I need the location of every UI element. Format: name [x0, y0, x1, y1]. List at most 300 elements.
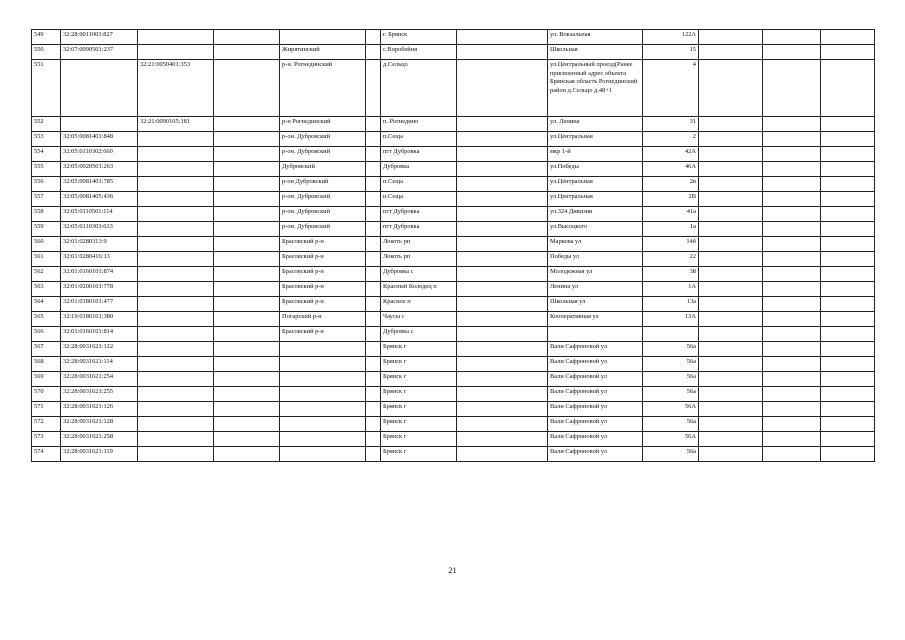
locality-cell: Дубровка — [381, 162, 457, 177]
blank-cell — [214, 132, 280, 147]
blank-cell — [699, 267, 763, 282]
district-cell: Жирятинский — [280, 45, 366, 60]
blank-cell — [821, 60, 875, 117]
table-row — [32, 282, 875, 297]
blank-cell — [821, 387, 875, 402]
cadastral-number-cell: 32:05:0081401:848 — [61, 132, 138, 147]
blank-cell — [763, 162, 821, 177]
blank-cell — [821, 402, 875, 417]
street-cell: ул.Центральная — [548, 132, 643, 147]
house-number-cell: 31 — [643, 117, 699, 132]
row-number-cell: 572 — [32, 417, 61, 432]
blank-cell — [763, 327, 821, 342]
house-number-cell: 4 — [643, 60, 699, 117]
row-number-cell: 557 — [32, 192, 61, 207]
district-cell: Брасовский р-н — [280, 327, 366, 342]
street-cell: ул.Победы — [548, 162, 643, 177]
district-cell — [280, 372, 366, 387]
blank-cell — [821, 312, 875, 327]
district-cell: р-он. Дубровский — [280, 192, 366, 207]
blank-cell — [821, 222, 875, 237]
blank-cell — [366, 312, 381, 327]
blank-cell — [366, 252, 381, 267]
cadastral-number-cell — [61, 117, 138, 132]
blank-cell — [699, 132, 763, 147]
blank-cell — [763, 447, 821, 462]
row-number-cell: 574 — [32, 447, 61, 462]
street-cell: ул.324 Дивизии — [548, 207, 643, 222]
blank-cell — [763, 222, 821, 237]
blank-cell — [821, 207, 875, 222]
house-number-cell: 56А — [643, 402, 699, 417]
cadastral-number-2-cell — [138, 282, 214, 297]
blank-cell — [366, 117, 381, 132]
table-row — [32, 162, 875, 177]
blank-cell — [214, 387, 280, 402]
blank-cell — [366, 432, 381, 447]
blank-cell — [366, 282, 381, 297]
cadastral-number-2-cell — [138, 30, 214, 45]
cadastral-number-cell: 32:05:0020501:263 — [61, 162, 138, 177]
locality-cell: Брянск г — [381, 372, 457, 387]
blank-cell — [214, 177, 280, 192]
blank-cell — [366, 357, 381, 372]
row-number-cell: 556 — [32, 177, 61, 192]
blank-cell — [821, 252, 875, 267]
blank-cell — [821, 282, 875, 297]
blank-cell — [366, 30, 381, 45]
house-number-cell: 46А — [643, 162, 699, 177]
blank-cell — [763, 192, 821, 207]
blank-cell — [763, 207, 821, 222]
blank-cell — [763, 30, 821, 45]
row-number-cell: 571 — [32, 402, 61, 417]
cadastral-number-2-cell — [138, 297, 214, 312]
blank-cell — [821, 432, 875, 447]
locality-cell: Дубровка с — [381, 267, 457, 282]
house-number-cell: 2В — [643, 192, 699, 207]
cadastral-number-2-cell — [138, 327, 214, 342]
cadastral-number-cell: 32:19:0180101:380 — [61, 312, 138, 327]
table-row — [32, 312, 875, 327]
blank-cell — [821, 132, 875, 147]
cadastral-number-cell: 32:28:0011003:827 — [61, 30, 138, 45]
blank-cell — [366, 147, 381, 162]
blank-cell — [214, 162, 280, 177]
blank-cell — [699, 192, 763, 207]
blank-cell — [366, 327, 381, 342]
blank-cell — [457, 162, 548, 177]
row-number-cell: 568 — [32, 357, 61, 372]
blank-cell — [366, 447, 381, 462]
district-cell: р-н Рогнединский — [280, 117, 366, 132]
blank-cell — [366, 162, 381, 177]
house-number-cell: 13А — [643, 312, 699, 327]
blank-cell — [457, 207, 548, 222]
district-cell: Брасовский р-н — [280, 267, 366, 282]
blank-cell — [457, 132, 548, 147]
blank-cell — [457, 282, 548, 297]
street-cell: Вали Сафроновой ул — [548, 417, 643, 432]
cadastral-number-cell: 32:28:0031621:258 — [61, 432, 138, 447]
locality-cell: Брянск г — [381, 387, 457, 402]
cadastral-number-cell: 32:05:0110303:633 — [61, 222, 138, 237]
cadastral-number-cell: 32:05:0081405:436 — [61, 192, 138, 207]
house-number-cell: 2 — [643, 132, 699, 147]
blank-cell — [214, 417, 280, 432]
locality-cell: пгт Дубровка — [381, 222, 457, 237]
blank-cell — [699, 432, 763, 447]
cadastral-number-2-cell — [138, 45, 214, 60]
blank-cell — [214, 117, 280, 132]
street-cell: ул. Ленина — [548, 117, 643, 132]
house-number-cell: 38 — [643, 267, 699, 282]
table-row — [32, 297, 875, 312]
blank-cell — [366, 192, 381, 207]
locality-cell: Брянск г — [381, 357, 457, 372]
blank-cell — [214, 402, 280, 417]
blank-cell — [214, 237, 280, 252]
blank-cell — [763, 282, 821, 297]
blank-cell — [699, 222, 763, 237]
blank-cell — [821, 237, 875, 252]
blank-cell — [763, 372, 821, 387]
blank-cell — [699, 447, 763, 462]
house-number-cell: 13а — [643, 297, 699, 312]
locality-cell: д.Сельцо — [381, 60, 457, 117]
cadastral-number-cell: 32:01:0200101:778 — [61, 282, 138, 297]
locality-cell: Красный Колодец п — [381, 282, 457, 297]
house-number-cell: 56а — [643, 372, 699, 387]
cadastral-number-cell: 32:05:0081401:785 — [61, 177, 138, 192]
blank-cell — [763, 402, 821, 417]
row-number-cell: 569 — [32, 372, 61, 387]
house-number-cell: 56а — [643, 387, 699, 402]
district-cell — [280, 387, 366, 402]
blank-cell — [457, 177, 548, 192]
blank-cell — [763, 357, 821, 372]
blank-cell — [763, 417, 821, 432]
street-cell: Ленина ул — [548, 282, 643, 297]
register-table — [31, 29, 875, 462]
locality-cell: п.Сеща — [381, 177, 457, 192]
blank-cell — [214, 207, 280, 222]
table-row — [32, 117, 875, 132]
table-row — [32, 30, 875, 45]
blank-cell — [821, 357, 875, 372]
blank-cell — [366, 177, 381, 192]
blank-cell — [366, 237, 381, 252]
row-number-cell: 558 — [32, 207, 61, 222]
street-cell: ул.Высоцкого — [548, 222, 643, 237]
cadastral-number-2-cell — [138, 267, 214, 282]
blank-cell — [457, 342, 548, 357]
blank-cell — [457, 372, 548, 387]
district-cell: р-он. Дубровский — [280, 207, 366, 222]
table-row — [32, 387, 875, 402]
cadastral-number-2-cell — [138, 372, 214, 387]
street-cell: ул.Центральная — [548, 192, 643, 207]
blank-cell — [699, 387, 763, 402]
blank-cell — [457, 30, 548, 45]
table-row — [32, 447, 875, 462]
house-number-cell: 56а — [643, 417, 699, 432]
blank-cell — [699, 237, 763, 252]
row-number-cell: 566 — [32, 327, 61, 342]
blank-cell — [821, 267, 875, 282]
blank-cell — [457, 417, 548, 432]
table-row — [32, 357, 875, 372]
cadastral-number-cell: 32:28:0031621:114 — [61, 357, 138, 372]
cadastral-number-2-cell — [138, 342, 214, 357]
cadastral-number-2-cell — [138, 237, 214, 252]
district-cell: р-он. Дубровский — [280, 132, 366, 147]
blank-cell — [366, 342, 381, 357]
row-number-cell: 554 — [32, 147, 61, 162]
blank-cell — [214, 297, 280, 312]
district-cell — [280, 342, 366, 357]
house-number-cell — [643, 327, 699, 342]
house-number-cell: 56а — [643, 342, 699, 357]
locality-cell: Брянск г — [381, 447, 457, 462]
locality-cell: с.Воробейня — [381, 45, 457, 60]
blank-cell — [214, 372, 280, 387]
cadastral-number-2-cell — [138, 447, 214, 462]
cadastral-number-2-cell: 32:21:0090105:181 — [138, 117, 214, 132]
table-row — [32, 237, 875, 252]
street-cell: Маркова ул — [548, 237, 643, 252]
district-cell: Брасовский р-н — [280, 282, 366, 297]
blank-cell — [763, 147, 821, 162]
district-cell — [280, 357, 366, 372]
blank-cell — [763, 117, 821, 132]
district-cell: р-н. Рогнединский — [280, 60, 366, 117]
district-cell — [280, 447, 366, 462]
table-row — [32, 192, 875, 207]
row-number-cell: 549 — [32, 30, 61, 45]
row-number-cell: 559 — [32, 222, 61, 237]
blank-cell — [457, 147, 548, 162]
locality-cell: пгт Дубровка — [381, 207, 457, 222]
street-cell: Школьная ул — [548, 297, 643, 312]
street-cell: Вали Сафроновой ул — [548, 357, 643, 372]
blank-cell — [763, 252, 821, 267]
street-cell: ул.Центральная — [548, 177, 643, 192]
row-number-cell: 550 — [32, 45, 61, 60]
blank-cell — [457, 60, 548, 117]
blank-cell — [699, 342, 763, 357]
house-number-cell: 1а — [643, 222, 699, 237]
table-row — [32, 372, 875, 387]
table-row — [32, 252, 875, 267]
blank-cell — [821, 327, 875, 342]
blank-cell — [366, 387, 381, 402]
blank-cell — [214, 357, 280, 372]
blank-cell — [821, 192, 875, 207]
cadastral-number-cell: 32:01:0280313:9 — [61, 237, 138, 252]
page-number: 21 — [448, 565, 457, 575]
blank-cell — [457, 432, 548, 447]
table-row — [32, 417, 875, 432]
blank-cell — [763, 342, 821, 357]
blank-cell — [214, 267, 280, 282]
blank-cell — [821, 117, 875, 132]
blank-cell — [699, 30, 763, 45]
street-cell: Вали Сафроновой ул — [548, 447, 643, 462]
blank-cell — [699, 117, 763, 132]
blank-cell — [214, 312, 280, 327]
locality-cell: г. Брянск — [381, 30, 457, 45]
cadastral-number-2-cell — [138, 417, 214, 432]
cadastral-number-2-cell — [138, 402, 214, 417]
blank-cell — [763, 387, 821, 402]
blank-cell — [699, 162, 763, 177]
blank-cell — [699, 60, 763, 117]
blank-cell — [763, 267, 821, 282]
blank-cell — [821, 297, 875, 312]
district-cell: Дубровский — [280, 162, 366, 177]
blank-cell — [763, 297, 821, 312]
cadastral-number-cell: 32:28:0031621:255 — [61, 387, 138, 402]
blank-cell — [763, 45, 821, 60]
cadastral-number-2-cell — [138, 132, 214, 147]
locality-cell: Брянск г — [381, 342, 457, 357]
district-cell: Брасовский р-н — [280, 297, 366, 312]
cadastral-number-2-cell — [138, 312, 214, 327]
locality-cell: Чаусы с — [381, 312, 457, 327]
blank-cell — [763, 177, 821, 192]
table-row — [32, 402, 875, 417]
street-cell: ул.Центральный проезд(Ранее присвоенный адрес объекта Брянская область Рогнединский район д.Сельцо д.48+1 — [548, 60, 643, 117]
row-number-cell: 562 — [32, 267, 61, 282]
cadastral-number-cell: 32:28:0031621:122 — [61, 342, 138, 357]
blank-cell — [699, 372, 763, 387]
blank-cell — [699, 402, 763, 417]
blank-cell — [214, 60, 280, 117]
locality-cell: Брянск г — [381, 402, 457, 417]
house-number-cell: 56а — [643, 357, 699, 372]
street-cell: мкр 1-й — [548, 147, 643, 162]
blank-cell — [821, 30, 875, 45]
cadastral-number-2-cell — [138, 162, 214, 177]
table-row — [32, 132, 875, 147]
blank-cell — [366, 132, 381, 147]
row-number-cell: 567 — [32, 342, 61, 357]
cadastral-number-2-cell: 32:21:0050401:353 — [138, 60, 214, 117]
blank-cell — [699, 207, 763, 222]
locality-cell: Локоть рп — [381, 252, 457, 267]
blank-cell — [821, 162, 875, 177]
locality-cell: Дубровка с — [381, 327, 457, 342]
blank-cell — [457, 402, 548, 417]
row-number-cell: 565 — [32, 312, 61, 327]
street-cell: Вали Сафроновой ул — [548, 402, 643, 417]
blank-cell — [699, 417, 763, 432]
street-cell: ул. Вокзальная — [548, 30, 643, 45]
row-number-cell: 555 — [32, 162, 61, 177]
cadastral-number-cell: 32:05:0110501:114 — [61, 207, 138, 222]
cadastral-number-cell: 32:01:0160101:874 — [61, 267, 138, 282]
blank-cell — [214, 282, 280, 297]
street-cell — [548, 327, 643, 342]
cadastral-number-cell: 32:28:0031621:254 — [61, 372, 138, 387]
district-cell: Погарский р-н — [280, 312, 366, 327]
table-row — [32, 207, 875, 222]
blank-cell — [457, 237, 548, 252]
row-number-cell: 564 — [32, 297, 61, 312]
table-row — [32, 60, 875, 117]
table-row — [32, 45, 875, 60]
district-cell — [280, 402, 366, 417]
table-row — [32, 432, 875, 447]
row-number-cell: 553 — [32, 132, 61, 147]
blank-cell — [763, 60, 821, 117]
blank-cell — [821, 45, 875, 60]
street-cell: Победы ул — [548, 252, 643, 267]
locality-cell: Брянск г — [381, 432, 457, 447]
blank-cell — [457, 45, 548, 60]
district-cell: р-он Дубровский — [280, 177, 366, 192]
blank-cell — [821, 147, 875, 162]
locality-cell: Локоть рп — [381, 237, 457, 252]
cadastral-number-2-cell — [138, 177, 214, 192]
blank-cell — [214, 147, 280, 162]
district-cell — [280, 30, 366, 45]
cadastral-number-cell: 32:28:0031621:119 — [61, 447, 138, 462]
locality-cell: п.Сеща — [381, 132, 457, 147]
blank-cell — [214, 447, 280, 462]
cadastral-number-cell: 32:05:0110302:660 — [61, 147, 138, 162]
blank-cell — [821, 342, 875, 357]
blank-cell — [366, 417, 381, 432]
row-number-cell: 560 — [32, 237, 61, 252]
blank-cell — [457, 192, 548, 207]
house-number-cell: 15 — [643, 45, 699, 60]
blank-cell — [457, 312, 548, 327]
district-cell: р-он. Дубровский — [280, 222, 366, 237]
cadastral-number-cell: 32:07:0090501:237 — [61, 45, 138, 60]
house-number-cell: 56А — [643, 432, 699, 447]
blank-cell — [699, 297, 763, 312]
street-cell: Вали Сафроновой ул — [548, 387, 643, 402]
cadastral-number-2-cell — [138, 252, 214, 267]
cadastral-number-cell: 32:28:0031621:128 — [61, 417, 138, 432]
cadastral-number-cell: 32:01:0280416:13 — [61, 252, 138, 267]
blank-cell — [457, 387, 548, 402]
blank-cell — [699, 252, 763, 267]
district-cell: Брасовский р-н — [280, 252, 366, 267]
cadastral-number-cell: 32:01:0160101:814 — [61, 327, 138, 342]
blank-cell — [214, 45, 280, 60]
locality-cell: Красное п — [381, 297, 457, 312]
row-number-cell: 552 — [32, 117, 61, 132]
street-cell: Школьная — [548, 45, 643, 60]
row-number-cell: 561 — [32, 252, 61, 267]
blank-cell — [699, 177, 763, 192]
district-cell — [280, 432, 366, 447]
blank-cell — [699, 282, 763, 297]
house-number-cell: 56а — [643, 447, 699, 462]
blank-cell — [366, 207, 381, 222]
blank-cell — [457, 252, 548, 267]
house-number-cell: 2в — [643, 177, 699, 192]
cadastral-number-2-cell — [138, 207, 214, 222]
blank-cell — [366, 222, 381, 237]
district-cell: р-он. Дубровский — [280, 147, 366, 162]
blank-cell — [457, 357, 548, 372]
cadastral-number-2-cell — [138, 357, 214, 372]
table-row — [32, 267, 875, 282]
